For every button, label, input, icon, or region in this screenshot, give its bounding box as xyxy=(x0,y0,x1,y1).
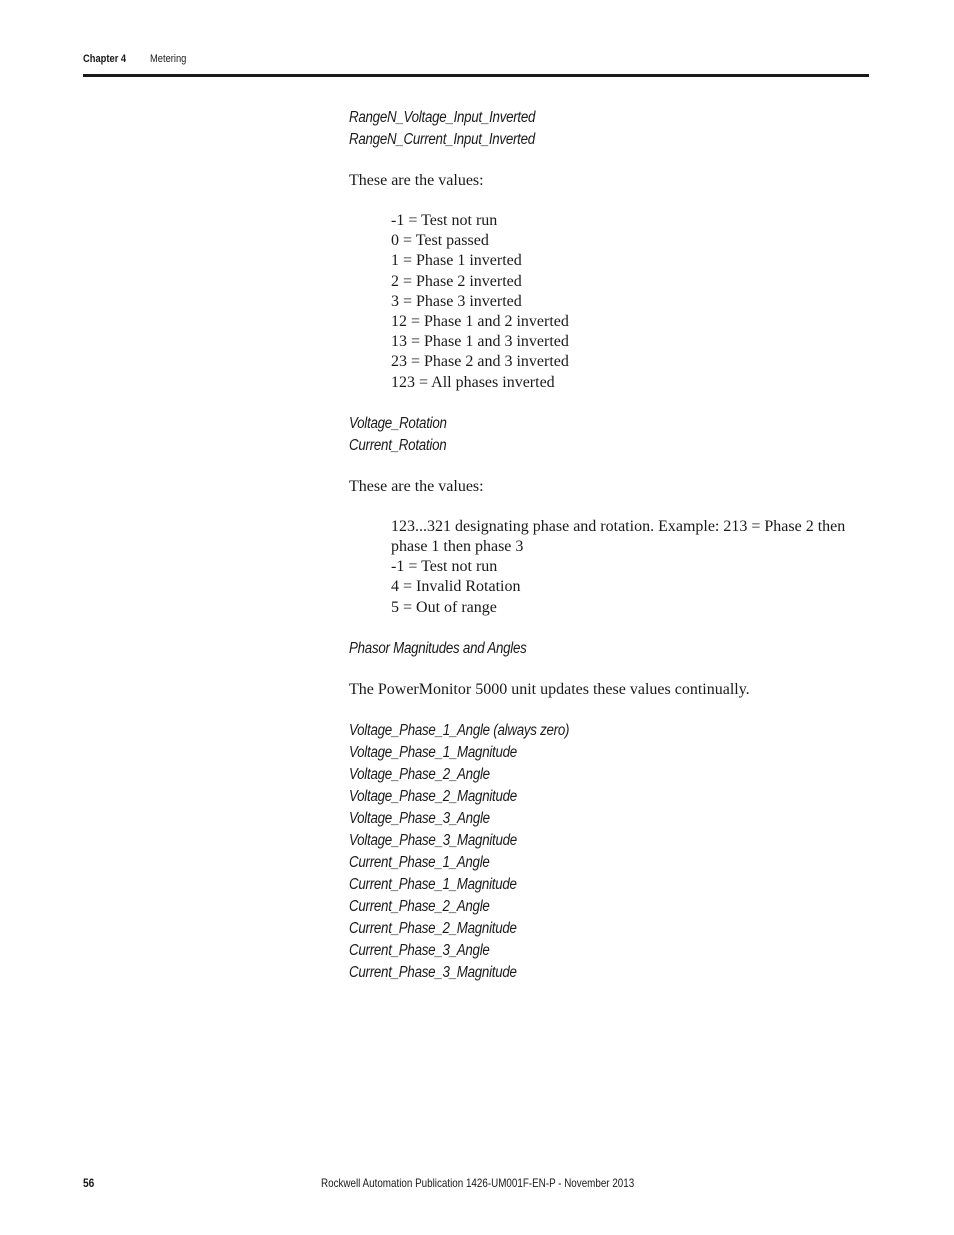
list-item: 2 = Phase 2 inverted xyxy=(391,272,522,290)
page-header xyxy=(83,53,869,77)
tag-name: Voltage_Phase_2_Angle xyxy=(349,765,490,783)
tag-name: Voltage_Phase_1_Magnitude xyxy=(349,743,517,761)
list-item: 4 = Invalid Rotation xyxy=(391,578,521,596)
paragraph: These are the values: xyxy=(349,477,484,495)
tag-name: Current_Rotation xyxy=(349,436,447,454)
list-item: 13 = Phase 1 and 3 inverted xyxy=(391,333,569,351)
list-item: 123 = All phases inverted xyxy=(391,373,555,391)
tag-name: Voltage_Phase_1_Angle (always zero) xyxy=(349,721,570,739)
tag-name: RangeN_Voltage_Input_Inverted xyxy=(349,109,536,126)
tag-name: Voltage_Phase_2_Magnitude xyxy=(349,787,517,805)
list-item: 1 = Phase 1 inverted xyxy=(391,252,522,270)
tag-name: Voltage_Phase_3_Angle xyxy=(349,809,490,827)
tag-name: Current_Phase_2_Angle xyxy=(349,897,490,915)
paragraph: The PowerMonitor 5000 unit updates these values continually. xyxy=(349,680,750,698)
value-list xyxy=(391,211,859,393)
list-item: 3 = Phase 3 inverted xyxy=(391,292,522,310)
page-footer xyxy=(83,1176,869,1196)
page-number: 56 xyxy=(83,1176,95,1190)
list-item: 12 = Phase 1 and 2 inverted xyxy=(391,313,569,331)
section-label: Metering xyxy=(150,53,187,65)
publication-info: Rockwell Automation Publication 1426-UM001F-EN-P - November 2013 xyxy=(321,1176,635,1190)
subsection-heading: Phasor Magnitudes and Angles xyxy=(349,639,527,657)
tag-name: Voltage_Phase_3_Magnitude xyxy=(349,831,517,849)
list-item: -1 = Test not run xyxy=(391,558,498,576)
tag-name: Current_Phase_1_Angle xyxy=(349,853,490,871)
tag-name: Current_Phase_2_Magnitude xyxy=(349,919,517,937)
value-list xyxy=(391,517,859,618)
list-item: 123...321 designating phase and rotation. Example: 213 = Phase 2 then phase 1 then phase 3 xyxy=(391,517,846,556)
tag-name: Current_Phase_1_Magnitude xyxy=(349,875,517,893)
tag-name: Current_Phase_3_Magnitude xyxy=(349,963,517,981)
body-content xyxy=(349,107,859,984)
paragraph: These are the values: xyxy=(349,172,484,189)
list-item: 23 = Phase 2 and 3 inverted xyxy=(391,353,569,371)
list-item: 0 = Test passed xyxy=(391,232,489,250)
list-item: 5 = Out of range xyxy=(391,598,497,616)
list-item: -1 = Test not run xyxy=(391,212,498,229)
chapter-label: Chapter 4 xyxy=(83,53,127,65)
header-rule xyxy=(83,74,869,77)
tag-name: Current_Phase_3_Angle xyxy=(349,941,490,959)
tag-name: RangeN_Current_Input_Inverted xyxy=(349,131,535,148)
tag-name: Voltage_Rotation xyxy=(349,414,447,432)
